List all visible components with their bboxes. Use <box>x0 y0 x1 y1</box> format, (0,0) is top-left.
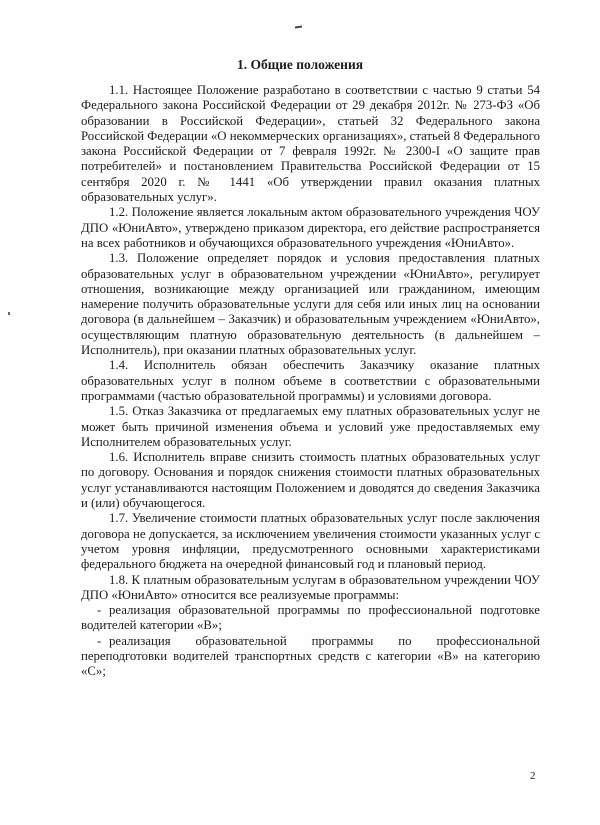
section-title: 1. Общие положения <box>236 57 364 72</box>
paragraph-1-5: 1.5. Отказ Заказчика от предлагаемых ему платных образовательных услуг не может быть причиной изменения объема и условий уже предоставляемых ему Исполнителем образовательных услуг. <box>81 404 540 449</box>
list-item <box>81 634 540 680</box>
paragraph-1-2: 1.2. Положение является локальным актом образовательного учреждения ЧОУ ДПО «ЮниАвто», утверждено приказом директора, его действие распространяется на всех работников и обучающихся образовательного учреждения «ЮниАвто». <box>81 205 540 250</box>
paragraph-1-6: 1.6. Исполнитель вправе снизить стоимость платных образовательных услуг по договору. Основания и порядок снижения стоимости платных образовательных услуг устанавливаются настоящим Положением и доводятся до сведения Заказчика и (или) обучающегося. <box>81 450 540 511</box>
scan-artifact <box>295 26 302 29</box>
dash-bullet: - <box>97 633 102 648</box>
paragraph-1-8: 1.8. К платным образовательным услугам в образовательном учреждении ЧОУ ДПО «ЮниАвто» относится все реализуемые программы: <box>81 572 540 602</box>
list-item-text: реализация образовательной программы по профессиональной подготовке водителей категории «В»; <box>81 603 540 633</box>
paragraph-1-1: 1.1. Настоящее Положение разработано в соответствии с частью 9 статьи 54 Федерального закона Российской Федерации от 29 декабря 2012г. № 273-ФЗ «Об образовании в Российской Федерации», статьей 32 Федерального закона Российской Федерации «О некоммерческих организациях», статьей 8 Федерального закона Российской Федерации от 7 февраля 1992г. № 2300-I «О защите прав потребителей» и постановлением Правительства Российской Федерации от 15 сентября 2020 г. № 1441 «Об утверждении правил оказания платных образовательных услуг». <box>81 83 540 205</box>
list-item-text: реализация образовательной программы по профессиональной переподготовки водителей транспортных средств с категории «В» на категорию «С»; <box>81 633 540 679</box>
list-item <box>81 603 540 634</box>
paragraph-1-7: 1.7. Увеличение стоимости платных образовательных услуг после заключения договора не допускается, за исключением увеличения стоимости указанных услуг с учетом уровня инфляции, предусмотренного основными характеристиками федерального бюджета на очередной финансовый год и плановый период. <box>81 511 540 572</box>
paragraph-1-4: 1.4. Исполнитель обязан обеспечить Заказчику оказание платных образовательных услуг в полном объеме в соответствии с образовательными программами (частью образовательной программы) и условиями договора. <box>81 358 540 403</box>
scan-artifact <box>8 312 10 315</box>
paragraph-1-3: 1.3. Положение определяет порядок и условия предоставления платных образовательных услуг в образовательном учреждении «ЮниАвто», регулирует отношения, возникающие между организацией или гражданином, имеющим намерение получить образовательные услуги для себя или иных лиц на основании договора (в дальнейшем – Заказчик) и образовательным учреждением «ЮниАвто», осуществляющим платную образовательную деятельность (в дальнейшем – Исполнитель), при оказании платных образовательных услуг. <box>81 251 540 358</box>
page-number: 2 <box>530 770 536 782</box>
dash-bullet: - <box>97 603 102 618</box>
document-body <box>81 83 540 680</box>
